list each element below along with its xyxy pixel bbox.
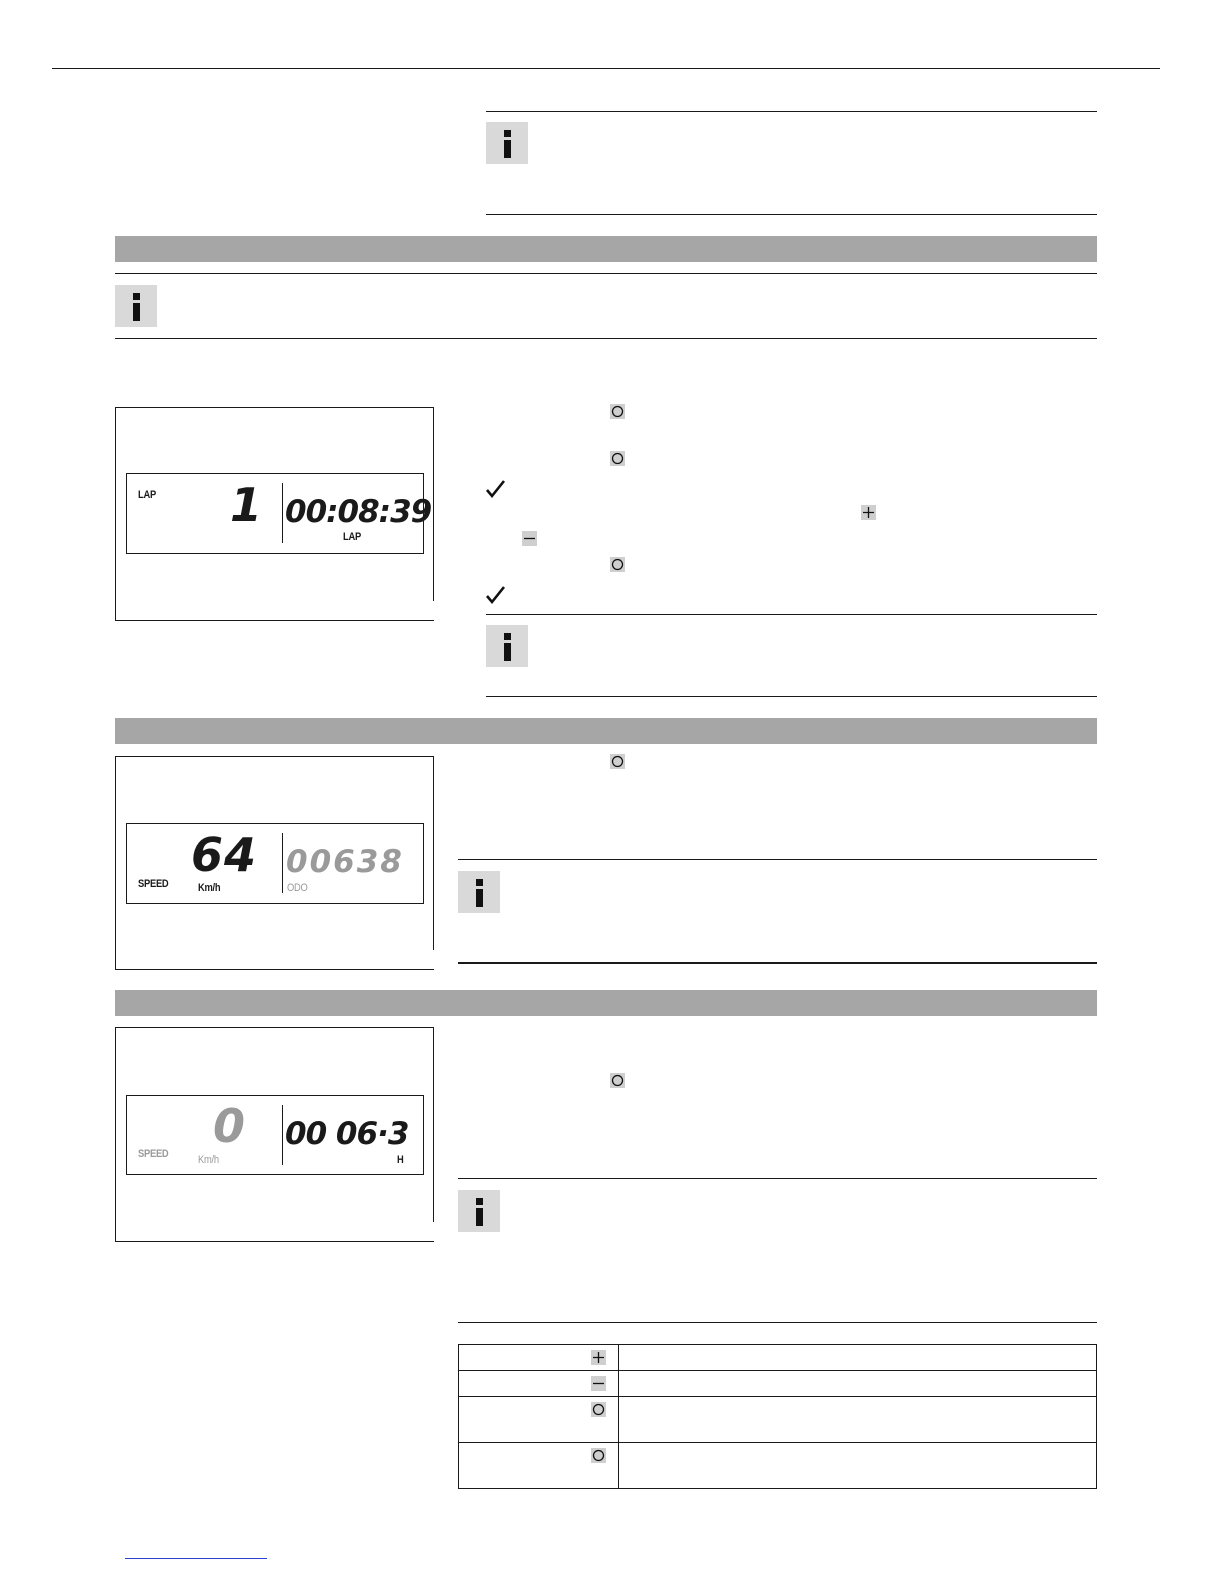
button-function-table (458, 1344, 1097, 1489)
plus-button-icon (591, 1350, 606, 1365)
circle-button-icon (610, 754, 625, 769)
lcd-screen (126, 473, 432, 554)
section-heading-bar (115, 236, 1097, 262)
section-heading-bar (115, 718, 1097, 744)
lcd-left-value: 64 (191, 828, 258, 882)
note-rule-bottom (458, 962, 1097, 964)
circle-button-icon (610, 1073, 625, 1088)
table-cell-key (459, 1397, 619, 1443)
lcd-left-value: 1 (230, 478, 264, 532)
table-row (459, 1397, 1097, 1443)
lcd-left-label: SPEED (138, 878, 169, 890)
info-icon (458, 1190, 500, 1232)
table-cell-key (459, 1371, 619, 1397)
table-row (459, 1371, 1097, 1397)
lcd-left-value: 0 (213, 1099, 247, 1153)
note-rule-bottom (486, 214, 1097, 215)
table-cell-key (459, 1443, 619, 1489)
checkmark-icon (485, 479, 507, 499)
note-rule-top (486, 111, 1097, 112)
circle-button-icon (591, 1448, 606, 1463)
table-row (459, 1345, 1097, 1371)
table-cell-function (619, 1345, 1097, 1371)
info-icon (458, 871, 500, 913)
display-illustration-speed-hours (115, 1027, 434, 1242)
plus-button-icon (861, 505, 876, 520)
table-cell-function (619, 1443, 1097, 1489)
lcd-left-label: SPEED (138, 1148, 169, 1160)
lcd-right-value: 00638 (286, 844, 404, 880)
minus-button-icon (522, 531, 537, 546)
lcd-right-value: 00:08:39 (285, 494, 432, 530)
circle-button-icon (610, 451, 625, 466)
minus-button-icon (591, 1376, 606, 1391)
header-rule (52, 68, 1160, 69)
checkmark-icon (485, 585, 507, 605)
circle-button-icon (610, 404, 625, 419)
section-heading-bar (115, 990, 1097, 1016)
display-illustration-speed-odo (115, 756, 434, 970)
note-rule-top (458, 859, 1097, 860)
lcd-screen (126, 1095, 424, 1175)
lcd-screen (126, 823, 424, 904)
lcd-right-label: ODO (287, 882, 308, 894)
lcd-left-unit: Km/h (198, 1154, 219, 1166)
display-illustration-lap (115, 407, 434, 621)
table-cell-function (619, 1397, 1097, 1443)
info-icon (486, 122, 528, 164)
circle-button-icon (591, 1402, 606, 1417)
table-cell-key (459, 1345, 619, 1371)
note-rule-bottom (458, 1322, 1097, 1323)
table-cell-function (619, 1371, 1097, 1397)
info-icon (115, 285, 157, 327)
lcd-left-label: LAP (138, 489, 156, 501)
note-rule-top (486, 614, 1097, 615)
lcd-right-value: 00 06·3 (285, 1116, 409, 1152)
lcd-right-label: H (397, 1154, 404, 1166)
circle-button-icon (610, 557, 625, 572)
info-icon (486, 625, 528, 667)
note-rule-top (458, 1178, 1097, 1179)
note-rule-bottom (115, 338, 1097, 339)
table-row (459, 1443, 1097, 1489)
note-rule-top (115, 273, 1097, 274)
lcd-left-unit: Km/h (198, 882, 221, 894)
footer-link[interactable] (125, 1558, 267, 1559)
note-rule-bottom (486, 696, 1097, 697)
lcd-right-label: LAP (343, 531, 361, 543)
